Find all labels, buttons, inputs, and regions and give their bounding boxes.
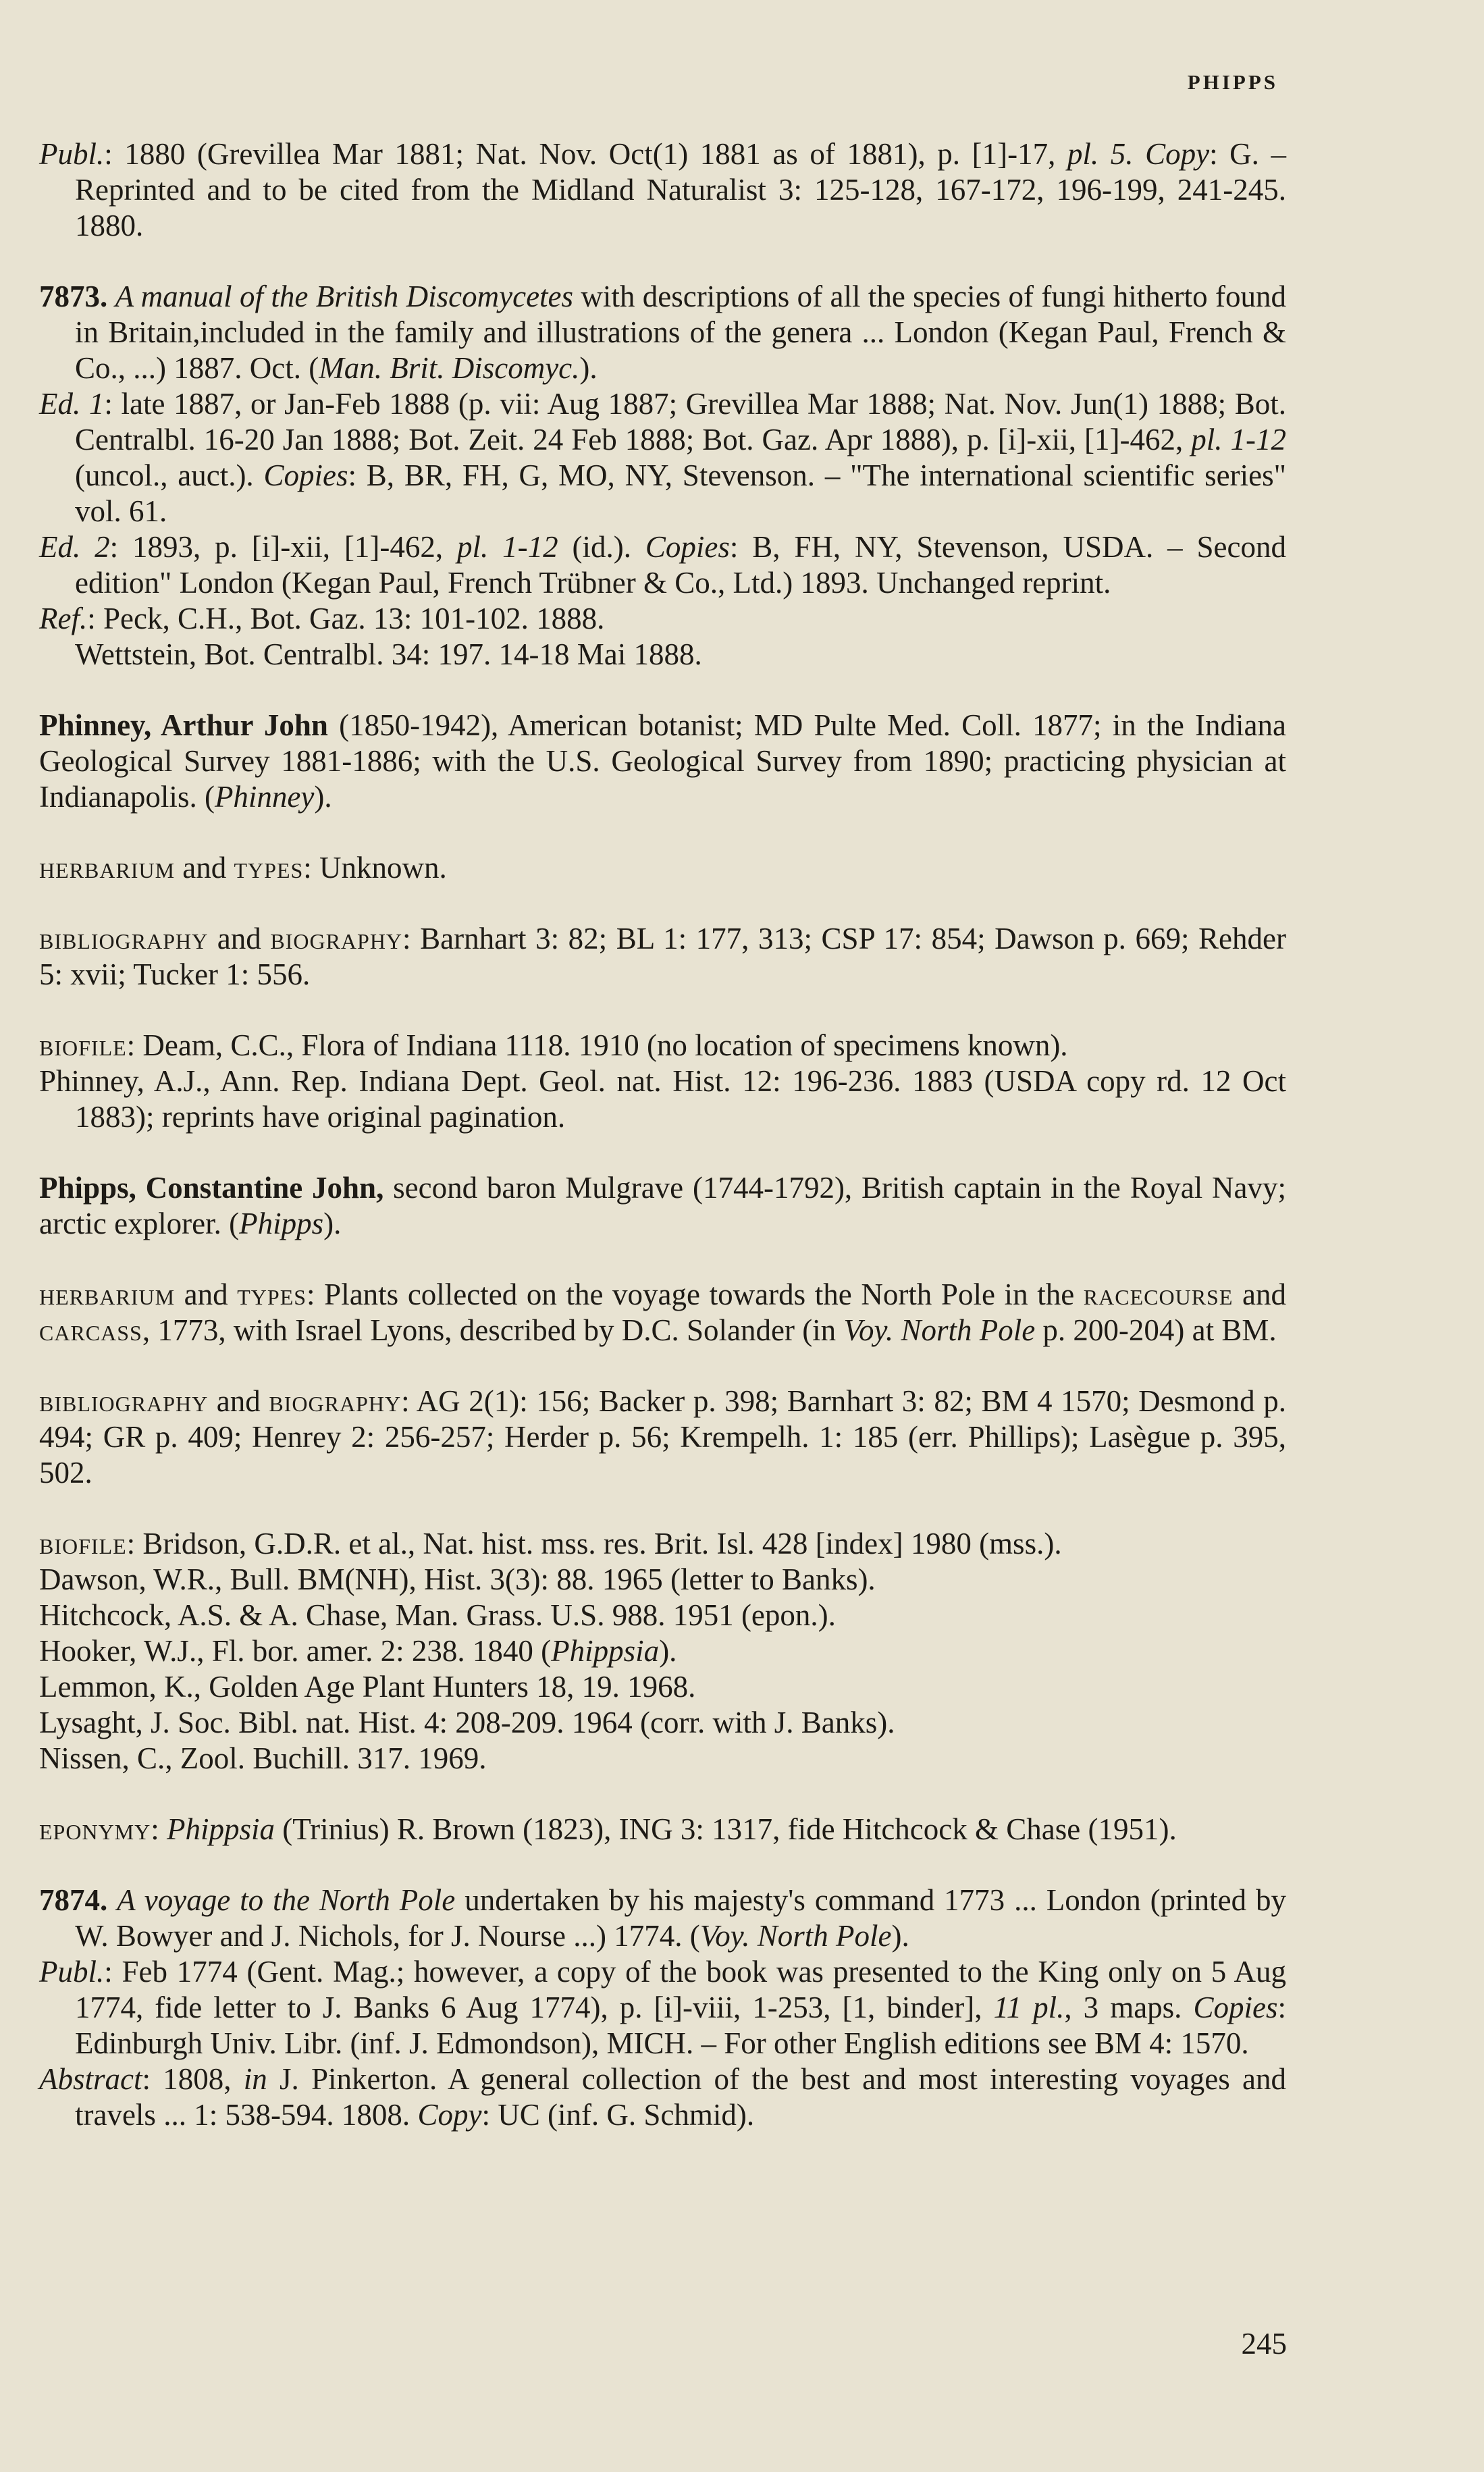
page-content — [39, 136, 1286, 2133]
phipps-biofile-3: Hitchcock, A.S. & A. Chase, Man. Grass. U.S. 988. 1951 (epon.). — [39, 1598, 836, 1632]
phinney-bibliography: bibliography and biography: Barnhart 3: 82; BL 1: 177, 313; CSP 17: 854; Dawson p. 669; Rehder 5: xvii; Tucker 1: 556. — [39, 922, 1286, 991]
entry-7874-publ: Publ.: Feb 1774 (Gent. Mag.; however, a copy of the book was presented to the King only on 5 Aug 1774, fide letter to J. Banks 6 Aug 1774), p. [i]-viii, 1-253, [1, binder], 11 pl., 3 maps. Copies: Edinburgh Univ. Libr. (inf. J. Edmondson), MICH. – For other English editions see BM 4: 1570. — [39, 1955, 1286, 2060]
phinney-biofile-2: Phinney, A.J., Ann. Rep. Indiana Dept. Geol. nat. Hist. 12: 196-236. 1883 (USDA copy rd. 12 Oct 1883); reprints have original pagination. — [39, 1064, 1286, 1134]
phipps-herbarium: herbarium and types: Plants collected on the voyage towards the North Pole in the racecourse and carcass, 1773, with Israel Lyons, described by D.C. Solander (in Voy. North Pole p. 200-204) at BM. — [39, 1278, 1286, 1347]
entry-7873-title: 7873. A manual of the British Discomycetes with descriptions of all the species of fungi hitherto found in Britain,included in the family and illustrations of the genera ... London (Kegan Paul, French & Co., ...) 1887. Oct. (Man. Brit. Discomyc.). — [39, 280, 1287, 385]
entry-7874-abstract: Abstract: 1808, in J. Pinkerton. A general collection of the best and most interesting voyages and travels ... 1: 538-594. 1808. Copy: UC (inf. G. Schmid). — [39, 2062, 1286, 2132]
phinney-herbarium: herbarium and types: Unknown. — [39, 851, 447, 885]
page-number: 245 — [1241, 2327, 1287, 2361]
phinney-biofile-1: biofile: Deam, C.C., Flora of Indiana 1118. 1910 (no location of specimens known). — [39, 1028, 1068, 1062]
phipps-biofile-6: Lysaght, J. Soc. Bibl. nat. Hist. 4: 208-209. 1964 (corr. with J. Banks). — [39, 1706, 895, 1739]
entry-7873-ref-1: Ref.: Peck, C.H., Bot. Gaz. 13: 101-102. 1888. — [39, 602, 605, 635]
phipps-bio: Phipps, Constantine John, second baron Mulgrave (1744-1792), British captain in the Royal Navy; arctic explorer. (Phipps). — [39, 1171, 1286, 1240]
running-head: PHIPPS — [1187, 70, 1278, 94]
phinney-bio: Phinney, Arthur John (1850-1942), American botanist; MD Pulte Med. Coll. 1877; in the Indiana Geological Survey 1881-1886; with the U.S. Geological Survey from 1890; practicing physician at Indianapolis. (Phinney). — [39, 708, 1286, 814]
publication-note-1880: Publ.: 1880 (Grevillea Mar 1881; Nat. Nov. Oct(1) 1881 as of 1881), p. [1]-17, pl. 5. Copy: G. – Reprinted and to be cited from the Midland Naturalist 3: 125-128, 167-172, 196-199, 241-245. 1880. — [39, 137, 1287, 242]
entry-7873-ed1: Ed. 1: late 1887, or Jan-Feb 1888 (p. vii: Aug 1887; Grevillea Mar 1888; Nat. Nov. Jun(1) 1888; Bot. Centralbl. 16-20 Jan 1888; Bot. Zeit. 24 Feb 1888; Bot. Gaz. Apr 1888), p. [i]-xii, [1]-462, pl. 1-12 (uncol., auct.). Copies: B, BR, FH, G, MO, NY, Stevenson. – "The international scientific series" vol. 61. — [39, 387, 1286, 528]
entry-7873-ed2: Ed. 2: 1893, p. [i]-xii, [1]-462, pl. 1-12 (id.). Copies: B, FH, NY, Stevenson, USDA. – Second edition" London (Kegan Paul, French Trübner & Co., Ltd.) 1893. Unchanged reprint. — [39, 530, 1286, 600]
phipps-biofile-1: biofile: Bridson, G.D.R. et al., Nat. hist. mss. res. Brit. Isl. 428 [index] 1980 (mss.). — [39, 1527, 1062, 1560]
phipps-biofile-7: Nissen, C., Zool. Buchill. 317. 1969. — [39, 1741, 487, 1775]
phipps-bibliography: bibliography and biography: AG 2(1): 156; Backer p. 398; Barnhart 3: 82; BM 4 1570; Desmond p. 494; GR p. 409; Henrey 2: 256-257; Herder p. 56; Krempelh. 1: 185 (err. Phillips); Lasègue p. 395, 502. — [39, 1384, 1286, 1490]
phipps-biofile-4: Hooker, W.J., Fl. bor. amer. 2: 238. 1840 (Phippsia). — [39, 1634, 677, 1668]
entry-7873-ref-2: Wettstein, Bot. Centralbl. 34: 197. 14-18 Mai 1888. — [75, 637, 702, 671]
phipps-eponymy: eponymy: Phippsia (Trinius) R. Brown (1823), ING 3: 1317, fide Hitchcock & Chase (1951). — [39, 1812, 1177, 1846]
phipps-biofile-2: Dawson, W.R., Bull. BM(NH), Hist. 3(3): 88. 1965 (letter to Banks). — [39, 1562, 876, 1596]
phipps-biofile-5: Lemmon, K., Golden Age Plant Hunters 18, 19. 1968. — [39, 1670, 696, 1704]
entry-7874-title: 7874. A voyage to the North Pole undertaken by his majesty's command 1773 ... London (printed by W. Bowyer and J. Nichols, for J. Nourse ...) 1774. (Voy. North Pole). — [39, 1883, 1286, 1953]
